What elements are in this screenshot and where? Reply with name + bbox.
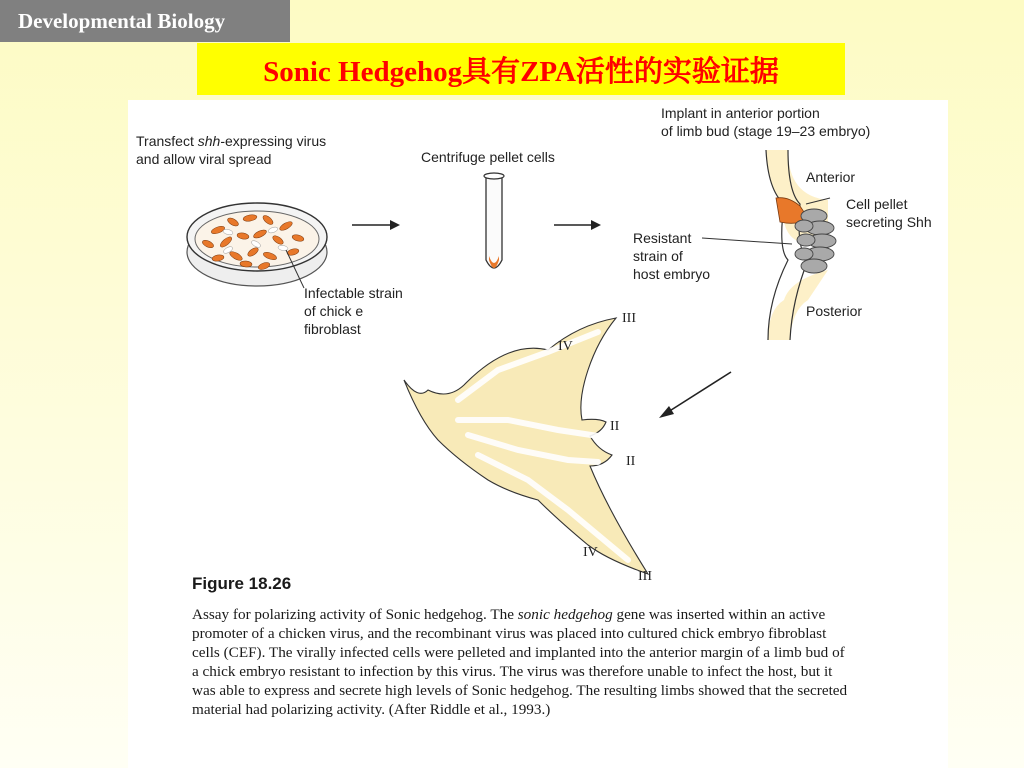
digit-top-iii: III xyxy=(622,311,636,326)
resistant-line1: Resistant xyxy=(633,230,692,246)
implant-line2: of limb bud (stage 19–23 embryo) xyxy=(661,123,871,139)
implant-line1: Implant in anterior portion xyxy=(661,105,820,121)
arrow-right-1 xyxy=(352,220,400,230)
digit-mid-ii-b: II xyxy=(626,454,636,469)
posterior-label: Posterior xyxy=(806,303,863,319)
digit-top-iv: IV xyxy=(558,339,573,354)
digit-mid-ii-a: II xyxy=(610,419,620,434)
figure-panel xyxy=(128,100,948,768)
pellet-line2: secreting Shh xyxy=(846,214,932,230)
course-tag: Developmental Biology xyxy=(0,0,290,42)
step1-line2: and allow viral spread xyxy=(136,151,272,167)
petri-dish xyxy=(187,203,327,288)
slide-title: Sonic Hedgehog具有ZPA活性的实验证据 xyxy=(197,43,845,95)
resistant-line3: host embryo xyxy=(633,266,711,282)
centrifuge-tube xyxy=(484,173,504,268)
figure-label: Figure 18.26 xyxy=(192,574,292,593)
pellet-line1: Cell pellet xyxy=(846,196,908,212)
digit-bot-iv: IV xyxy=(583,545,598,560)
step1-line1: Transfect shh-expressing virus xyxy=(136,133,327,149)
infectable-line2: of chick e xyxy=(304,303,364,319)
step2-label: Centrifuge pellet cells xyxy=(421,149,555,165)
duplicated-limb xyxy=(404,318,648,574)
resistant-line2: strain of xyxy=(633,248,683,264)
infectable-line1: Infectable strain xyxy=(304,285,403,301)
infectable-line3: fibroblast xyxy=(304,321,361,337)
arrow-down-left xyxy=(659,372,731,418)
anterior-label: Anterior xyxy=(806,169,856,185)
figure-caption: Assay for polarizing activity of Sonic hedgehog. The sonic hedgehog gene was inserted within an active promoter of a chicken virus, and the recombinant virus was placed into cultured chick embryo fibroblast cells (CEF). The virally infected cells were pelleted and implanted into the anterior margin of a limb bud of a chick embryo resistant to infection by this virus. The virus was therefore unable to infect the host, but it was able to express and secrete high levels of Sonic hedgehog. The resulting limbs showed that the secreted material had polarizing activity. (After Riddle et al., 1993.) xyxy=(192,606,848,718)
digit-bot-iii: III xyxy=(638,569,652,584)
arrow-right-2 xyxy=(554,220,601,230)
